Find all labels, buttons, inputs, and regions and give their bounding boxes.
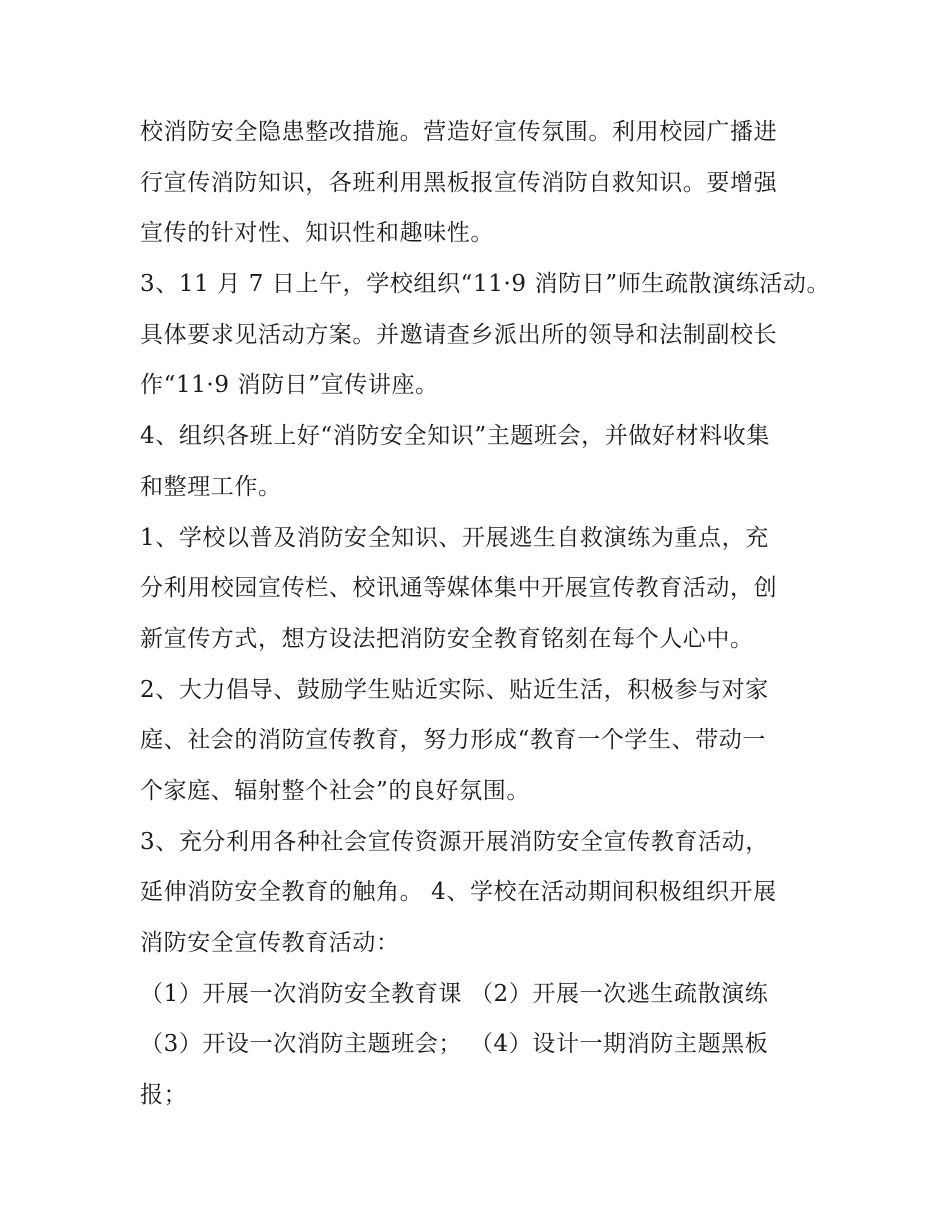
text-line: 校消防安全隐患整改措施。营造好宣传氛围。利用校园广播进 [140,119,778,145]
text-line: 新宣传方式，想方设法把消防安全教育铭刻在每个人心中。 [140,625,754,652]
text-line: 消防安全宣传教育活动： [140,930,400,956]
text-line: 1、学校以普及消防安全知识、开展逃生自救演练为重点，充 [140,524,769,551]
text-line: 报； [140,1082,188,1109]
text-line: 作“11·9 消防日”宣传讲座。 [140,372,439,399]
text-line: 和整理工作。 [140,473,282,500]
document-body [140,107,831,1121]
text-line: 4、组织各班上好“消防安全知识”主题班会，并做好材料收集 [140,423,770,450]
text-line: 分利用校园宣传栏、校讯通等媒体集中开展宣传教育活动，创 [140,575,778,602]
text-line: 具体要求见活动方案。并邀请查乡派出所的领导和法制副校长 [140,321,778,348]
text-line: 3、充分利用各种社会宣传资源开展消防安全宣传教育活动， [140,828,769,855]
text-line: 2、大力倡导、鼓励学生贴近实际、贴近生活，积极参与对家 [140,676,769,703]
text-line: 延伸消防安全教育的触角。 4、学校在活动期间积极组织开展 [140,879,777,906]
text-line: 行宣传消防知识，各班利用黑板报宣传消防自救知识。要增强 [140,169,778,196]
text-line: 庭、社会的消防宣传教育，努力形成“教育一个学生、带动一 [140,727,766,754]
text-line: 个家庭、辐射整个社会”的良好氛围。 [140,777,530,804]
text-line: （1）开展一次消防安全教育课 （2）开展一次逃生疏散演练 [140,980,769,1007]
text-line: （3）开设一次消防主题班会； （4）设计一期消防主题黑板 [140,1031,769,1058]
text-line: 宣传的针对性、知识性和趣味性。 [140,220,494,247]
text-line: 3、11 月 7 日上午，学校组织“11·9 消防日”师生疏散演练活动。 [140,271,831,298]
